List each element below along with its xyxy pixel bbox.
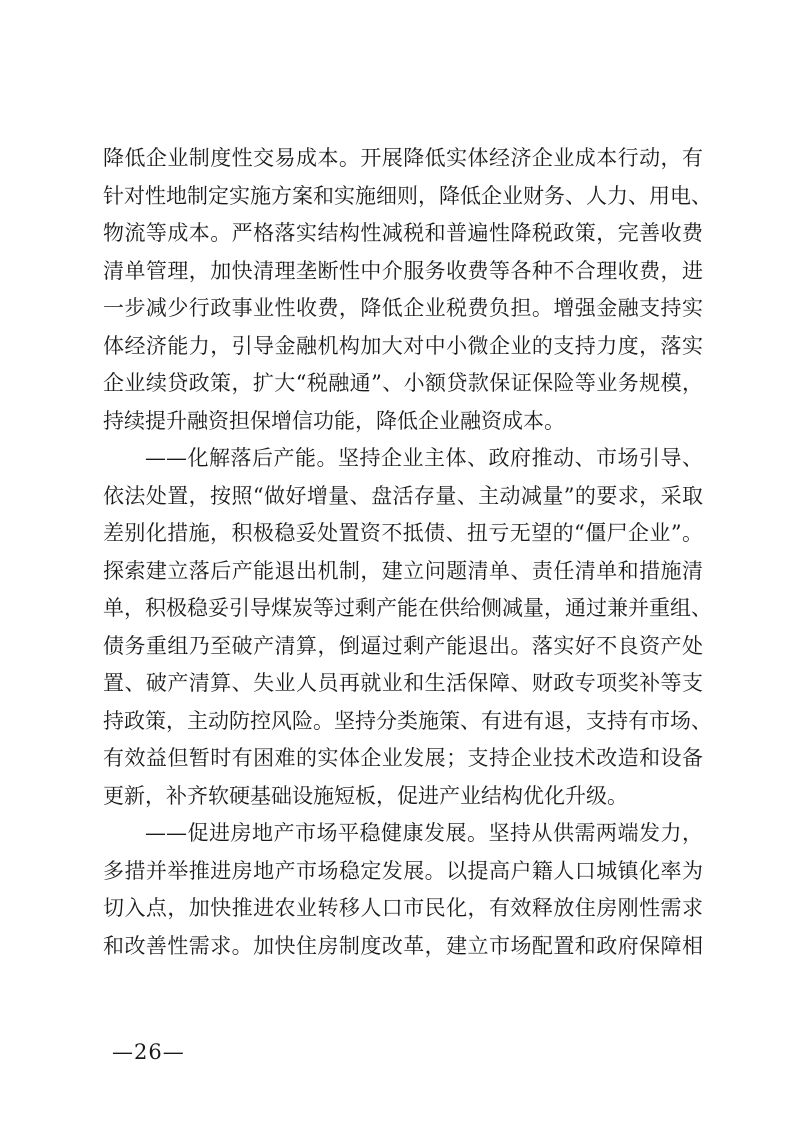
- text-line: 持续提升融资担保增信功能，降低企业融资成本。: [103, 408, 565, 433]
- text-line: 单，积极稳妥引导煤炭等过剩产能在供给侧减量，通过兼并重组、: [103, 596, 712, 620]
- body-text: [103, 140, 712, 965]
- text-line: 清单管理，加快清理垄断性中介服务收费等各种不合理收费，进: [103, 258, 703, 283]
- text-line: 债务重组乃至破产清算，倒逼过剩产能退出。落实好不良资产处: [103, 633, 703, 658]
- text-line: 探索建立落后产能退出机制，建立问题清单、责任清单和措施清: [103, 558, 703, 583]
- text-line: 一步减少行政事业性收费，降低企业税费负担。增强金融支持实: [103, 296, 703, 320]
- text-line: 针对性地制定实施方案和实施细则，降低企业财务、人力、用电、: [103, 183, 712, 208]
- text-line: 持政策，主动防控风险。坚持分类施策、有进有退，支持有市场、: [103, 708, 712, 733]
- text-line: 多措并举推进房地产市场稳定发展。以提高户籍人口城镇化率为: [103, 858, 703, 883]
- text-line: 依法处置，按照“做好增量、盘活存量、主动减量”的要求，采取: [103, 483, 703, 508]
- text-line: 切入点，加快推进农业转移人口市民化，有效释放住房刚性需求: [103, 896, 703, 920]
- text-line: 更新，补齐软硬基础设施短板，促进产业结构优化升级。: [103, 783, 628, 808]
- text-line: ——化解落后产能。坚持企业主体、政府推动、市场引导、: [145, 446, 703, 470]
- text-line: 差别化措施，积极稳妥处置资不抵债、扭亏无望的“僵尸企业”。: [103, 521, 703, 545]
- text-line: 有效益但暂时有困难的实体企业发展；支持企业技术改造和设备: [103, 746, 703, 770]
- text-line: 物流等成本。严格落实结构性减税和普遍性降税政策，完善收费: [103, 221, 703, 245]
- text-line: 置、破产清算、失业人员再就业和生活保障、财政专项奖补等支: [103, 671, 703, 695]
- text-line: 降低企业制度性交易成本。开展降低实体经济企业成本行动，有: [103, 146, 703, 170]
- text-line: 体经济能力，引导金融机构加大对中小微企业的支持力度，落实: [103, 333, 703, 358]
- text-line: ——促进房地产市场平稳健康发展。坚持从供需两端发力，: [145, 821, 703, 845]
- text-line: 企业续贷政策，扩大“税融通”、小额贷款保证保险等业务规模，: [103, 371, 703, 395]
- text-line: 和改善性需求。加快住房制度改革，建立市场配置和政府保障相: [103, 933, 703, 958]
- page-number: —26—: [112, 1040, 185, 1064]
